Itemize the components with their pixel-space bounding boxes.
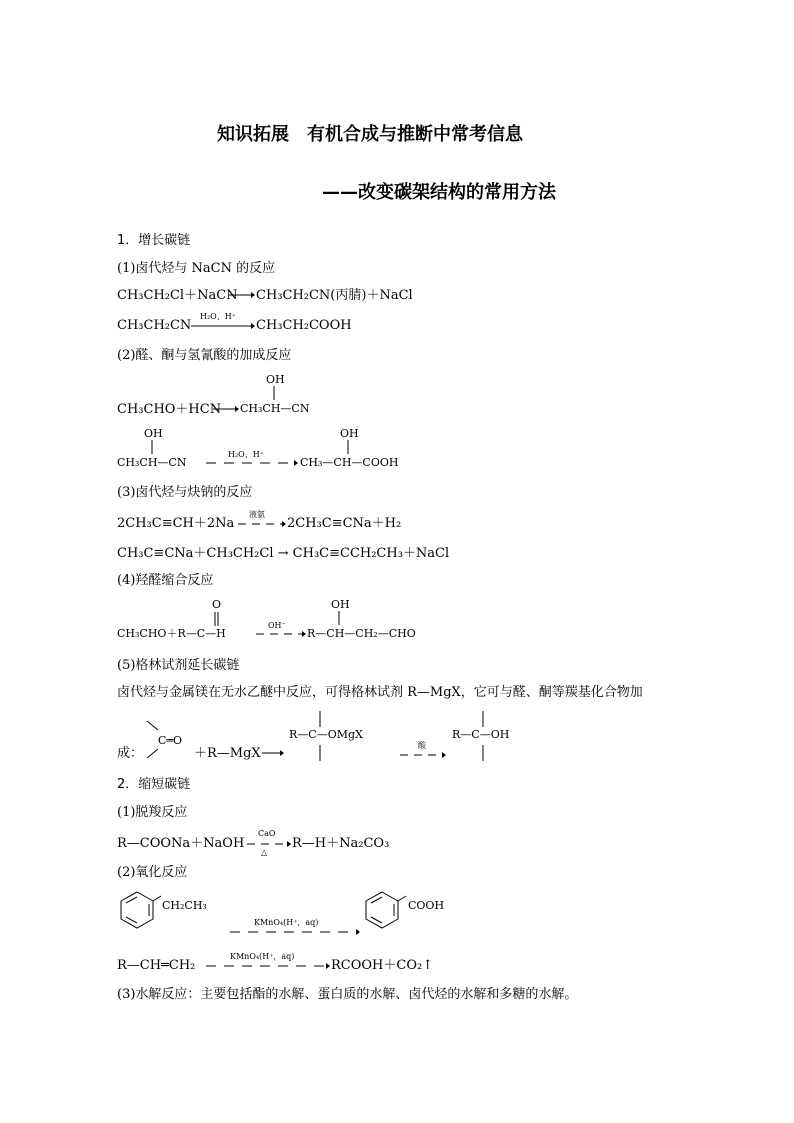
reaction-condition: OH⁻ [268, 621, 286, 630]
item-label: (3)卤代烃与炔钠的反应 [117, 485, 253, 500]
reaction-condition: H₂O、H⁺ [200, 312, 236, 321]
item-label: (5)格林试剂延长碳链 [117, 658, 240, 673]
equation-text: R—CH═CH₂ [117, 958, 196, 973]
equation-text: CH₃CH₂Cl＋NaCN [117, 288, 238, 303]
benzene-ring [117, 890, 157, 930]
bond-line [347, 440, 349, 454]
section-heading: 2．缩短碳链 [117, 777, 191, 792]
reaction-condition: KMnO₄(H⁺，aq) [230, 952, 295, 961]
equation-text: CH₃CHO＋R—C—H [117, 627, 226, 640]
reaction-arrow [400, 750, 446, 760]
reaction-arrow [230, 927, 360, 937]
equation-text: 2CH₃C≡CH＋2Na [117, 516, 235, 531]
page-subtitle: ——改变碳架结构的常用方法 [322, 182, 556, 203]
equation-text: CH₃—CH—COOH [300, 456, 399, 469]
carboxyl-group: COOH [408, 899, 445, 912]
bond-line [338, 611, 340, 625]
equation-text: CH₃CH—CN [240, 402, 310, 415]
product: R—C—OH [452, 728, 510, 741]
bond-line [151, 440, 153, 454]
item-label: (4)羟醛缩合反应 [117, 573, 214, 588]
lead-text: 成： [117, 746, 144, 761]
hydroxyl-label: OH [266, 373, 285, 386]
reaction-condition: KMnO₄(H⁺，aq) [254, 918, 319, 927]
reaction-arrow [206, 458, 298, 468]
reaction-condition: H₂O、H⁺ [228, 450, 264, 459]
item-label: (1)脱羧反应 [117, 805, 188, 820]
benzene-ring [362, 890, 402, 930]
carbonyl-group: C═O [158, 734, 183, 747]
equation-text: R—COONa＋NaOH [117, 836, 245, 851]
reaction-arrow [256, 629, 306, 639]
section-heading: 1．增长碳链 [117, 233, 191, 248]
bond-line [273, 386, 275, 400]
item-label: (3)水解反应：主要包括酯的水解、蛋白质的水解、卤代烃的水解和多糖的水解。 [117, 987, 578, 1002]
equation-text: CH₃C≡CNa＋CH₃CH₂Cl → CH₃C≡CCH₂CH₃＋NaCl [117, 546, 450, 561]
equation-text: R—H＋Na₂CO₃ [292, 836, 390, 851]
reaction-arrow [213, 404, 239, 414]
hydroxyl-label: OH [331, 598, 350, 611]
intermediate: R—C—OMgX [289, 728, 363, 741]
reaction-condition: 液氨 [249, 510, 265, 519]
equation-text: CH₃CH₂CN(丙腈)＋NaCl [256, 288, 413, 303]
heat-symbol: △ [261, 848, 268, 857]
item-label: (2)醛、酮与氢氰酸的加成反应 [117, 348, 292, 363]
ethyl-group: CH₂CH₃ [162, 899, 207, 912]
equation-text: CH₃CHO＋HCN [117, 402, 222, 417]
item-label: (1)卤代烃与 NaCN 的反应 [117, 261, 276, 276]
reaction-condition: CaO [258, 829, 276, 838]
equation-text: CH₃CH₂COOH [256, 318, 352, 333]
reaction-arrow [229, 290, 255, 300]
reaction-arrow [206, 961, 330, 971]
oxygen-label: O [212, 598, 222, 611]
hydroxyl-label: OH [340, 427, 359, 440]
reaction-arrow [262, 748, 284, 758]
equation-text: RCOOH＋CO₂↑ [331, 958, 434, 973]
hydroxyl-label: OH [144, 427, 163, 440]
reaction-arrow [238, 519, 286, 529]
paragraph-text: 卤代烃与金属镁在无水乙醚中反应，可得格林试剂 R—MgX，它可与醛、酮等羰基化合物加 [117, 685, 643, 700]
equation-text: R—CH—CH₂—CHO [307, 627, 416, 640]
equation-text: 2CH₃C≡CNa＋H₂ [287, 516, 402, 531]
equation-text: CH₃CH—CN [117, 456, 187, 469]
reaction-arrow [191, 321, 255, 331]
item-label: (2)氧化反应 [117, 865, 188, 880]
reaction-arrow [247, 839, 291, 849]
reaction-condition: 酸 [418, 741, 426, 750]
double-bond [214, 612, 220, 626]
page-title: 知识拓展 有机合成与推断中常考信息 [217, 124, 523, 145]
equation-text: ＋R—MgX [194, 746, 261, 761]
equation-text: CH₃CH₂CN [117, 318, 192, 333]
